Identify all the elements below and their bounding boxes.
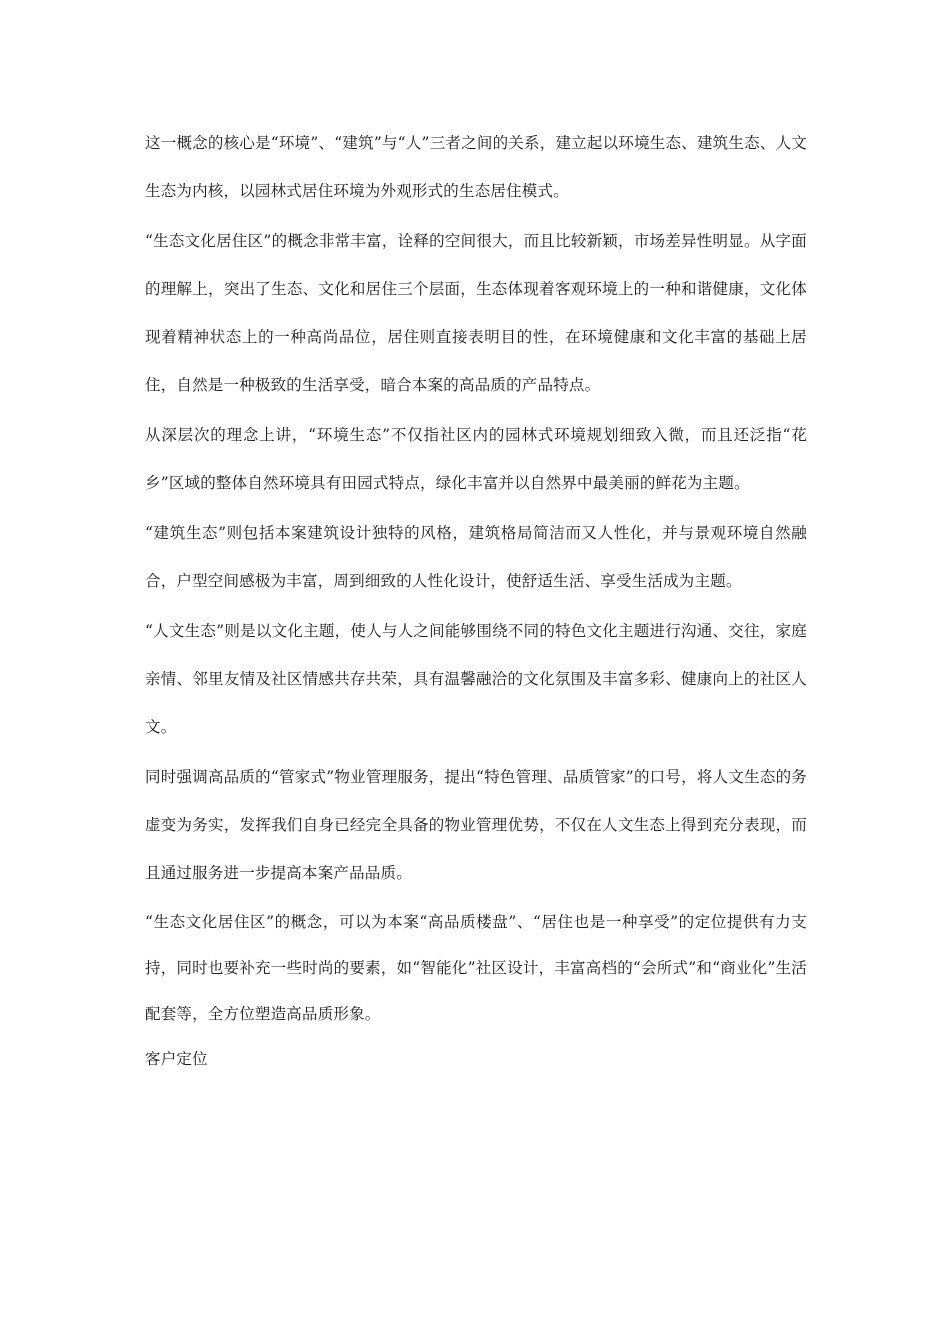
- paragraph-building-ecology: “建筑生态”则包括本案建筑设计独特的风格，建筑格局简洁而又人性化，并与景观环境自然融合，户型空间感极为丰富，周到细致的人性化设计，使舒适生活、享受生活成为主题。: [145, 524, 807, 590]
- paragraph-positioning-support: “生态文化居住区”的概念，可以为本案“高品质楼盘”、“居住也是一种享受”的定位提供有力支持，同时也要补充一些时尚的要素，如“智能化”社区设计，丰富高档的“会所式”和“商业化”生活配套等，全方位塑造高品质形象。: [145, 913, 807, 1023]
- paragraph-core-concept: 这一概念的核心是“环境”、“建筑”与“人”三者之间的关系，建立起以环境生态、建筑生态、人文生态为内核，以园林式居住环境为外观形式的生态居住模式。: [145, 134, 807, 200]
- paragraph-eco-culture-concept: “生态文化居住区”的概念非常丰富，诠释的空间很大，而且比较新颖，市场差异性明显。从字面的理解上，突出了生态、文化和居住三个层面，生态体现着客观环境上的一种和谐健康，文化体现着精神状态上的一种高尚品位，居住则直接表明目的性，在环境健康和文化丰富的基础上居住，自然是一种极致的生活享受，暗合本案的高品质的产品特点。: [145, 232, 807, 394]
- paragraph-property-management: 同时强调高品质的“管家式”物业管理服务，提出“特色管理、品质管家”的口号，将人文生态的务虚变为务实，发挥我们自身已经完全具备的物业管理优势，不仅在人文生态上得到充分表现，而且通过服务进一步提高本案产品品质。: [145, 768, 807, 882]
- paragraph-environment-ecology: 从深层次的理念上讲，“环境生态”不仅指社区内的园林式环境规划细致入微，而且还泛指“花乡”区域的整体自然环境具有田园式特点，绿化丰富并以自然界中最美丽的鲜花为主题。: [145, 426, 807, 492]
- document-body: [145, 119, 807, 1079]
- section-heading-customer-positioning: 客户定位: [145, 1050, 208, 1068]
- paragraph-humanistic-ecology: “人文生态”则是以文化主题，使人与人之间能够围绕不同的特色文化主题进行沟通、交往，家庭亲情、邻里友情及社区情感共存共荣，具有温馨融洽的文化氛围及丰富多彩、健康向上的社区人文。: [145, 622, 807, 736]
